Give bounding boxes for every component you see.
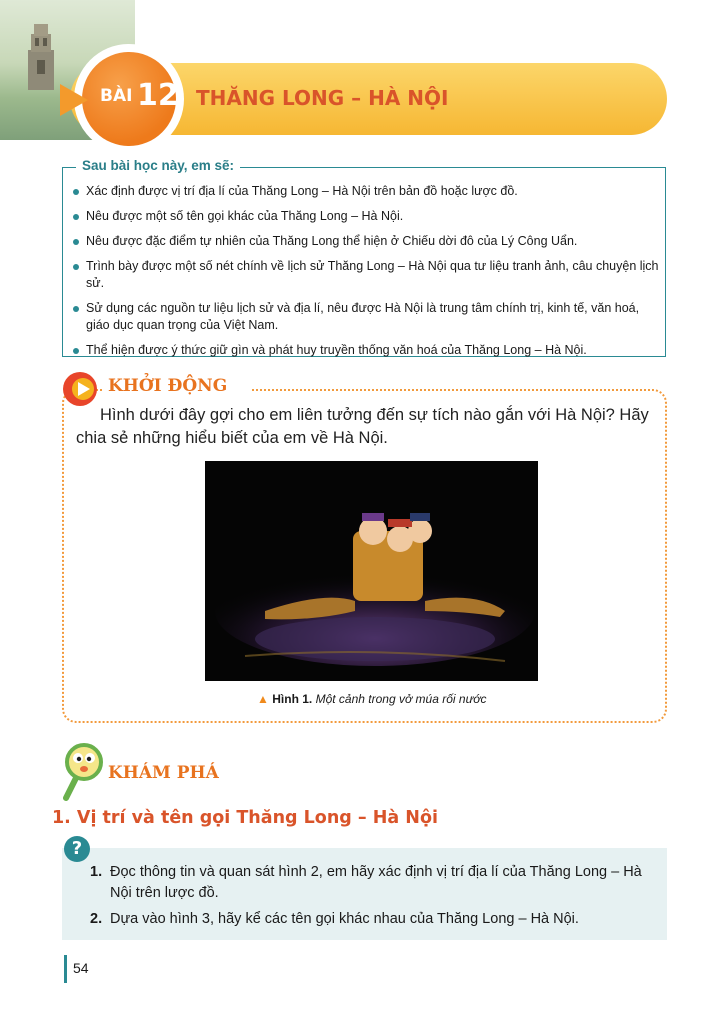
figure-caption — [257, 692, 486, 706]
question-text: Dựa vào hình 3, hãy kể các tên gọi khác nhau của Thăng Long – Hà Nội. — [110, 911, 579, 927]
question-text: Đọc thông tin và quan sát hình 2, em hãy xác định vị trí địa lí của Thăng Long – Hà Nội trên lược đồ. — [110, 864, 642, 901]
page-number-bar — [64, 955, 67, 983]
question-item — [90, 862, 650, 904]
objectives-heading: Sau bài học này, em sẽ: — [76, 158, 240, 173]
lesson-label: BÀI — [100, 86, 133, 106]
objective-item: Trình bày được một số nét chính về lịch sử Thăng Long – Hà Nội qua tư liệu tranh ảnh, câu chuyện lịch sử. — [72, 258, 660, 292]
section-title: 1. Vị trí và tên gọi Thăng Long – Hà Nội — [52, 808, 438, 828]
water-puppet-illustration — [205, 461, 538, 681]
questions-list — [90, 862, 650, 935]
lesson-title: THĂNG LONG – HÀ NỘI — [196, 86, 449, 110]
objective-item: Nêu được đặc điểm tự nhiên của Thăng Long thể hiện ở Chiếu dời đô của Lý Công Uẩn. — [72, 233, 660, 250]
question-number: 2. — [90, 911, 103, 927]
water-puppet-photo — [205, 461, 538, 681]
question-item — [90, 909, 650, 930]
caption-triangle-icon: ▲ — [257, 692, 269, 706]
figure-caption-text: Một cảnh trong vở múa rối nước — [315, 692, 487, 706]
figure-label: Hình 1. — [272, 692, 313, 706]
objective-item: Nêu được một số tên gọi khác của Thăng Long – Hà Nội. — [72, 208, 660, 225]
objective-item: Xác định được vị trí địa lí của Thăng Long – Hà Nội trên bản đồ hoặc lược đồ. — [72, 183, 660, 200]
question-number: 1. — [90, 864, 103, 880]
explore-title: KHÁM PHÁ — [108, 763, 219, 783]
objectives-list — [72, 183, 660, 367]
question-icon: ? — [64, 836, 90, 862]
magnifier-icon — [62, 738, 106, 802]
warmup-title: KHỞI ĐỘNG — [108, 376, 228, 396]
warmup-text: Hình dưới đây gợi cho em liên tưởng đến sự tích nào gắn với Hà Nội? Hãy chia sẻ những hiểu biết của em về Hà Nội. — [76, 406, 649, 447]
play-arrow-icon — [60, 84, 88, 116]
warmup-play-icon — [60, 368, 100, 408]
lesson-number: 12 — [137, 78, 179, 113]
page-number: 54 — [73, 960, 89, 976]
objective-item: Sử dụng các nguồn tư liệu lịch sử và địa lí, nêu được Hà Nội là trung tâm chính trị, kinh tế, văn hoá, giáo dục quan trọng của Việt Nam. — [72, 300, 660, 334]
tower-illustration — [22, 20, 60, 90]
objective-item: Thể hiện được ý thức giữ gìn và phát huy truyền thống văn hoá của Thăng Long – Hà Nội. — [72, 342, 660, 359]
